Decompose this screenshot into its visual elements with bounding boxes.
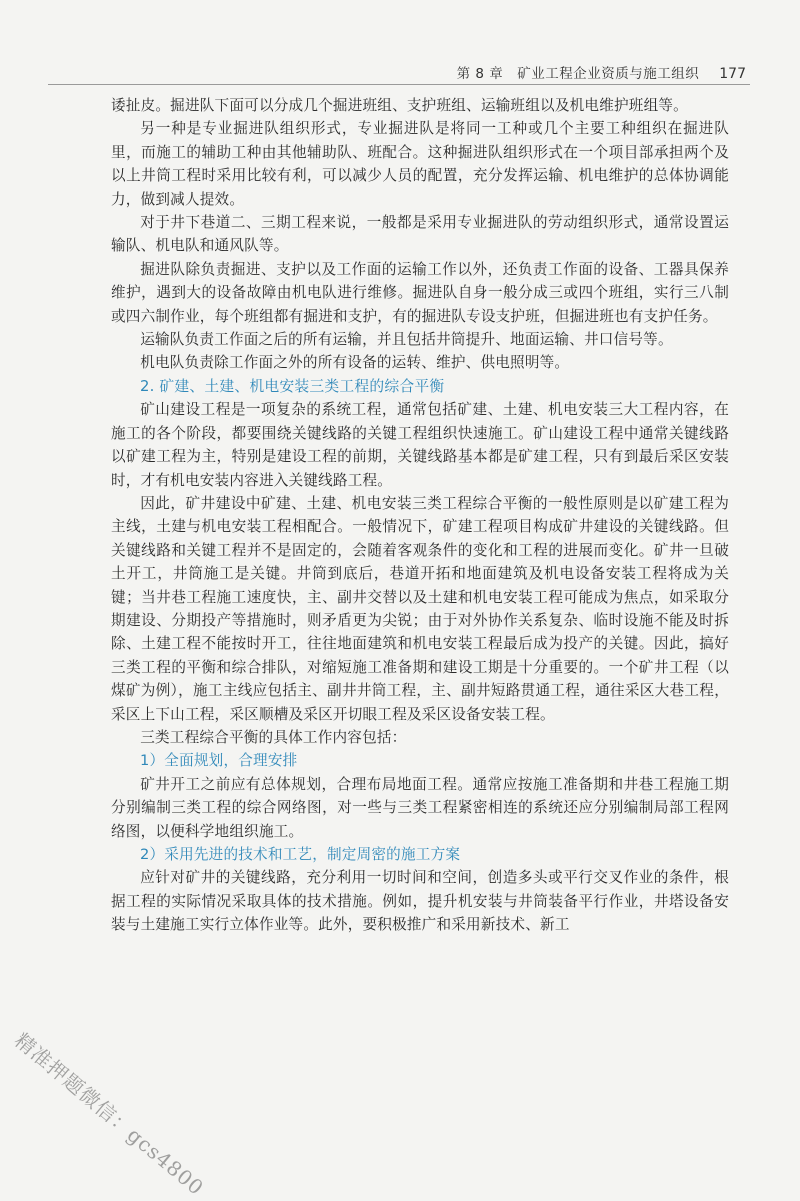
subsection-heading: 1）全面规划，合理安排 (140, 752, 298, 770)
paragraph: 三类工程综合平衡的具体工作内容包括： (140, 728, 407, 746)
paragraph: 因此，矿井建设中矿建、土建、机电安装三类工程综合平衡的一般性原则是以矿建工程为主线，土建与机电安装工程相配合。一般情况下，矿建工程项目构成矿井建设的关键线路。但关键线路和关键工程并不是固定的，会随着客观条件的变化和工程的进展而变化。矿井一旦破土开工，井筒施工是关键。井筒到底后，巷道开拓和地面建筑及机电设备安装工程将成为关键；当井巷工程施工速度快，主、副井交替以及土建和机电安装工程可能成为焦点，如采取分期建设、分期投产等措施时，则矛盾更为尖锐；由于对外协作关系复杂、临时设施不能及时拆除、土建工程不能按时开工，往往地面建筑和机电安装工程最后成为投产的关键。因此，搞好三类工程的平衡和综合排队，对缩短施工准备期和建设工期是十分重要的。一个矿井工程（以煤矿为例），施工主线应包括主、副井井筒工程，主、副井短路贯通工程，通往采区大巷工程，采区上下山工程，采区顺槽及采区开切眼工程及采区设备安装工程。 (111, 494, 729, 723)
paragraph-continued: 诿扯皮。掘进队下面可以分成几个掘进班组、支护班组、运输班组以及机电维护班组等。 (111, 97, 688, 114)
paragraph: 另一种是专业掘进队组织形式，专业掘进队是将同一工种或几个主要工种组织在掘进队里，而施工的辅助工种由其他辅助队、班配合。这种掘进队组织形式在一个项目部承担两个及以上井筒工程时采用比较有利，可以减少人员的配置，充分发挥运输、机电维护的总体协调能力，做到减人提效。 (111, 120, 729, 208)
header-rule (48, 84, 750, 85)
paragraph: 运输队负责工作面之后的所有运输，并且包括井筒提升、地面运输、井口信号等。 (140, 331, 673, 349)
paragraph: 对于井下巷道二、三期工程来说，一般都是采用专业掘进队的劳动组织形式，通常设置运输队、机电队和通风队等。 (111, 214, 729, 255)
paragraph: 矿井开工之前应有总体规划，合理布局地面工程。通常应按施工准备期和井巷工程施工期分别编制三类工程的综合网络图，对一些与三类工程紧密相连的系统还应分别编制局部工程网络图，以便科学地组织施工。 (111, 775, 729, 840)
paragraph: 掘进队除负责掘进、支护以及工作面的运输工作以外，还负责工作面的设备、工器具保养维护，遇到大的设备故障由机电队进行维修。掘进队自身一般分成三或四个班组，实行三八制或四六制作业，每个班组都有掘进和支护，有的掘进队专设支护班，但掘进班也有支护任务。 (111, 260, 729, 325)
subsection-heading: 2）采用先进的技术和工艺，制定周密的施工方案 (140, 846, 461, 863)
chapter-title: 第 8 章 矿业工程企业资质与施工组织 (456, 66, 700, 82)
paragraph: 矿山建设工程是一项复杂的系统工程，通常包括矿建、土建、机电安装三大工程内容，在施工的各个阶段，都要围绕关键线路的关键工程组织快速施工。矿山建设工程中通常关键线路以矿建工程为主，特别是建设工程的前期，关键线路基本都是矿建工程，只有到最后采区安装时，才有机电安装内容进入关键线路工程。 (111, 401, 729, 489)
page-body (111, 94, 729, 937)
running-head (457, 62, 746, 82)
page-number: 177 (719, 66, 746, 82)
watermark-text: 精准押题微信：gcs4800 (10, 1028, 209, 1201)
page-header (0, 0, 800, 86)
paragraph: 机电队负责除工作面之外的所有设备的运转、维护、供电照明等。 (140, 354, 570, 372)
paragraph: 应针对矿井的关键线路，充分利用一切时间和空间，创造多头或平行交叉作业的条件，根据工程的实际情况采取具体的技术措施。例如，提升机安装与井筒装备平行作业，井塔设备安装与土建施工实行立体作业等。此外，要积极推广和采用新技术、新工 (111, 869, 729, 934)
section-heading: 2. 矿建、土建、机电安装三类工程的综合平衡 (140, 377, 445, 395)
